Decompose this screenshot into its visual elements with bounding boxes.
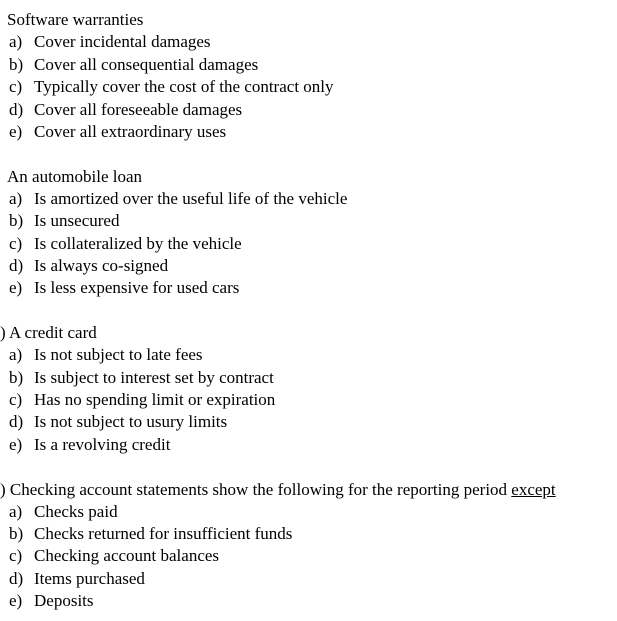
option-text: Is unsecured bbox=[34, 211, 120, 230]
option-text: Cover all foreseeable damages bbox=[34, 100, 243, 119]
option-text: Checks paid bbox=[34, 502, 118, 521]
answer-option bbox=[9, 434, 170, 456]
option-letter: a) bbox=[9, 189, 23, 208]
option-text: Typically cover the cost of the contract only bbox=[34, 77, 334, 96]
option-text: Items purchased bbox=[34, 569, 145, 588]
answer-option bbox=[9, 31, 211, 53]
option-letter: d) bbox=[9, 569, 24, 588]
option-letter: c) bbox=[9, 390, 23, 409]
answer-option bbox=[9, 233, 242, 255]
question-stem-text: ) Checking account statements show the following for the reporting period bbox=[0, 480, 512, 499]
option-letter: c) bbox=[9, 234, 23, 253]
option-letter: a) bbox=[9, 345, 23, 364]
option-letter: e) bbox=[9, 122, 23, 141]
question-stem-emphasis: except bbox=[511, 480, 556, 499]
answer-option bbox=[9, 568, 145, 590]
answer-option bbox=[9, 54, 258, 76]
answer-option bbox=[9, 99, 242, 121]
option-text: Is collateralized by the vehicle bbox=[34, 234, 242, 253]
answer-option bbox=[9, 344, 203, 366]
option-letter: b) bbox=[9, 524, 24, 543]
option-letter: c) bbox=[9, 546, 23, 565]
option-letter: b) bbox=[9, 211, 24, 230]
answer-option bbox=[9, 367, 274, 389]
answer-option bbox=[9, 523, 292, 545]
option-text: Is not subject to usury limits bbox=[34, 412, 228, 431]
answer-option bbox=[9, 501, 118, 523]
option-text: Cover all consequential damages bbox=[34, 55, 259, 74]
question-stem bbox=[0, 479, 556, 501]
option-text: Is always co-signed bbox=[34, 256, 169, 275]
option-letter: a) bbox=[9, 502, 23, 521]
answer-option bbox=[9, 210, 119, 232]
option-text: Is not subject to late fees bbox=[34, 345, 203, 364]
answer-option bbox=[9, 389, 275, 411]
option-letter: c) bbox=[9, 77, 23, 96]
option-text: Is a revolving credit bbox=[34, 435, 171, 454]
option-text: Is amortized over the useful life of the vehicle bbox=[34, 189, 348, 208]
option-letter: e) bbox=[9, 591, 23, 610]
question-stem: ) A credit card bbox=[0, 323, 97, 342]
option-text: Is subject to interest set by contract bbox=[34, 368, 274, 387]
option-letter: d) bbox=[9, 412, 24, 431]
option-letter: b) bbox=[9, 368, 24, 387]
answer-option bbox=[9, 590, 94, 612]
answer-option bbox=[9, 76, 334, 98]
option-letter: d) bbox=[9, 100, 24, 119]
answer-option bbox=[9, 277, 239, 299]
option-text: Cover all extraordinary uses bbox=[34, 122, 227, 141]
option-letter: b) bbox=[9, 55, 24, 74]
option-letter: a) bbox=[9, 32, 23, 51]
option-text: Checking account balances bbox=[34, 546, 220, 565]
option-text: Deposits bbox=[34, 591, 94, 610]
option-letter: e) bbox=[9, 278, 23, 297]
option-text: Cover incidental damages bbox=[34, 32, 211, 51]
question-stem: An automobile loan bbox=[7, 167, 143, 186]
option-text: Checks returned for insufficient funds bbox=[34, 524, 293, 543]
option-text: Is less expensive for used cars bbox=[34, 278, 240, 297]
answer-option bbox=[9, 545, 219, 567]
option-text: Has no spending limit or expiration bbox=[34, 390, 276, 409]
answer-option bbox=[9, 121, 226, 143]
answer-option bbox=[9, 255, 168, 277]
answer-option bbox=[9, 188, 347, 210]
option-letter: d) bbox=[9, 256, 24, 275]
answer-option bbox=[9, 411, 227, 433]
option-letter: e) bbox=[9, 435, 23, 454]
question-stem: Software warranties bbox=[7, 10, 144, 29]
